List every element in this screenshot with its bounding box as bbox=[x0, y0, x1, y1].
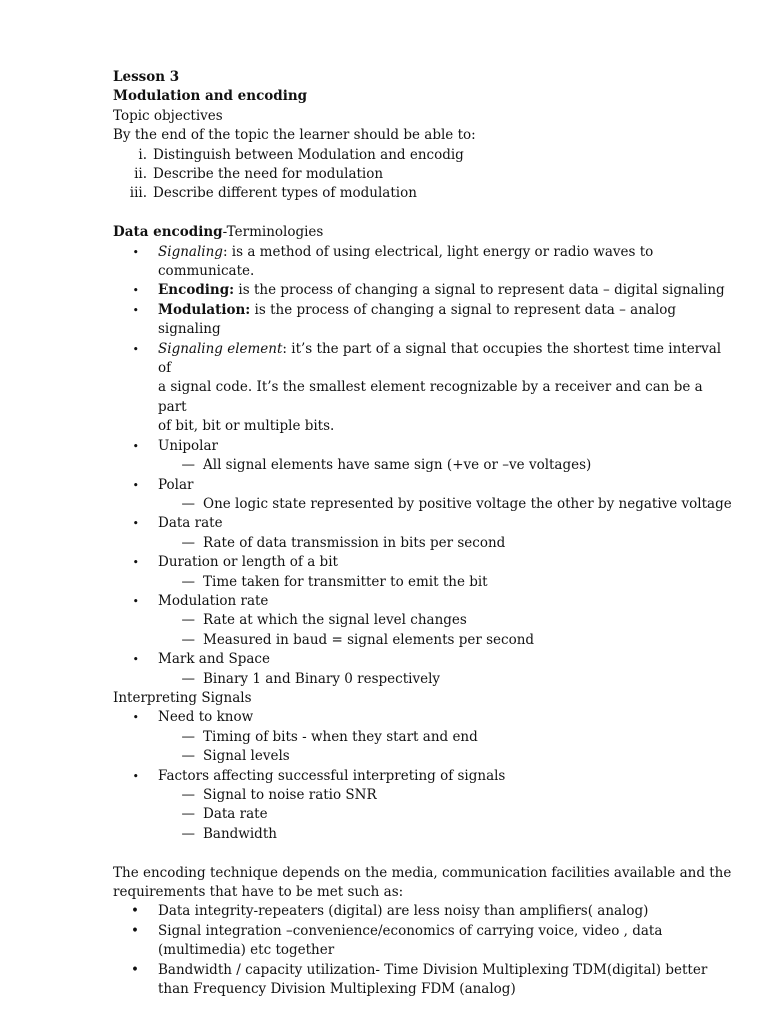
sub-item bbox=[113, 573, 733, 592]
bullet-icon: • bbox=[132, 594, 139, 608]
list-item bbox=[113, 961, 733, 1000]
objective-item bbox=[113, 165, 733, 184]
bullet-icon: • bbox=[132, 653, 139, 667]
sub-item bbox=[113, 805, 733, 824]
objectives-heading: Topic objectives bbox=[113, 107, 223, 124]
term-label: Polar bbox=[158, 476, 194, 493]
section-heading-rest: -Terminologies bbox=[222, 224, 324, 241]
list-item-text: than Frequency Division Multiplexing FDM (analog) bbox=[158, 981, 516, 998]
sub-item bbox=[113, 728, 733, 747]
sub-item bbox=[113, 631, 733, 650]
list-item-text: Signal integration –convenience/economics of carrying voice, video , data bbox=[158, 922, 663, 939]
bullet-icon: • bbox=[132, 517, 139, 531]
bullet-icon: • bbox=[132, 769, 139, 783]
dash-icon: — bbox=[181, 534, 195, 551]
sub-item-text: All signal elements have same sign (+ve or –ve voltages) bbox=[203, 457, 592, 474]
term-label: Encoding: bbox=[158, 282, 235, 299]
list-item bbox=[113, 301, 733, 340]
sub-item bbox=[113, 786, 733, 805]
sub-item-text: Time taken for transmitter to emit the bit bbox=[203, 573, 488, 590]
list-item-label: Need to know bbox=[158, 709, 254, 726]
terminology-list bbox=[113, 243, 733, 689]
sub-item bbox=[113, 670, 733, 689]
bullet-icon: • bbox=[132, 439, 139, 453]
list-item-label: Factors affecting successful interpreting of signals bbox=[158, 767, 506, 784]
term-definition: communicate. bbox=[158, 263, 255, 280]
list-item bbox=[113, 514, 733, 533]
dash-icon: — bbox=[181, 631, 195, 648]
sub-item-text: Signal levels bbox=[203, 748, 290, 765]
bullet-icon: • bbox=[132, 556, 139, 570]
objective-text: Distinguish between Modulation and encodig bbox=[153, 146, 464, 163]
topic-title: Modulation and encoding bbox=[113, 88, 308, 105]
objective-number: ii. bbox=[134, 166, 147, 183]
sub-item bbox=[113, 456, 733, 475]
objective-number: i. bbox=[138, 146, 147, 163]
technique-intro: The encoding technique depends on the media, communication facilities available and the bbox=[113, 864, 732, 881]
sub-item-text: Bandwidth bbox=[203, 825, 277, 842]
term-definition: a signal code. It’s the smallest element recognizable by a receiver and can be a part bbox=[158, 379, 703, 415]
spacer bbox=[113, 844, 733, 863]
bullet-icon: • bbox=[132, 303, 139, 317]
dash-icon: — bbox=[181, 612, 195, 629]
objective-text: Describe different types of modulation bbox=[153, 185, 417, 202]
dash-icon: — bbox=[181, 495, 195, 512]
sub-item bbox=[113, 825, 733, 844]
sub-item-text: Measured in baud = signal elements per second bbox=[203, 631, 535, 648]
bullet-icon: • bbox=[132, 245, 139, 259]
list-item bbox=[113, 281, 733, 300]
term-definition: : is a method of using electrical, light energy or radio waves to bbox=[222, 243, 654, 260]
sub-item-text: Rate of data transmission in bits per second bbox=[203, 534, 506, 551]
objectives-list bbox=[113, 146, 733, 204]
sub-item bbox=[113, 495, 733, 514]
bullet-icon: • bbox=[131, 903, 139, 920]
term-label: Modulation: bbox=[158, 301, 251, 318]
section-heading-bold: Data encoding bbox=[113, 224, 223, 241]
term-definition: of bit, bit or multiple bits. bbox=[158, 418, 335, 435]
dash-icon: — bbox=[181, 573, 195, 590]
sub-item-text: Timing of bits - when they start and end bbox=[203, 728, 478, 745]
list-item-text: Data integrity-repeaters (digital) are less noisy than amplifiers( analog) bbox=[158, 903, 649, 920]
interpreting-list bbox=[113, 708, 733, 844]
list-item bbox=[113, 708, 733, 727]
section-heading bbox=[113, 223, 733, 242]
dash-icon: — bbox=[181, 787, 195, 804]
term-label: Modulation rate bbox=[158, 592, 269, 609]
term-definition: is the process of changing a signal to represent data – analog signaling bbox=[158, 301, 677, 338]
list-item bbox=[113, 340, 733, 437]
dash-icon: — bbox=[181, 457, 195, 474]
term-definition: is the process of changing a signal to represent data – digital signaling bbox=[234, 282, 725, 299]
term-label: Mark and Space bbox=[158, 651, 270, 668]
bullet-icon: • bbox=[132, 478, 139, 492]
dash-icon: — bbox=[181, 748, 195, 765]
bullet-icon: • bbox=[132, 711, 139, 725]
sub-item-text: One logic state represented by positive voltage the other by negative voltage bbox=[203, 495, 732, 512]
bullet-icon: • bbox=[131, 922, 139, 939]
dash-icon: — bbox=[181, 728, 195, 745]
term-definition: : it’s the part of a signal that occupies the shortest time interval of bbox=[158, 340, 722, 377]
sub-item-text: Signal to noise ratio SNR bbox=[203, 787, 377, 804]
objectives-intro: By the end of the topic the learner should be able to: bbox=[113, 127, 476, 144]
technique-list bbox=[113, 902, 733, 999]
list-item-text: (multimedia) etc together bbox=[158, 942, 335, 959]
sub-item-text: Binary 1 and Binary 0 respectively bbox=[203, 670, 441, 687]
list-item bbox=[113, 437, 733, 456]
term-label: Unipolar bbox=[158, 437, 218, 454]
sub-item-text: Rate at which the signal level changes bbox=[203, 612, 467, 629]
sub-item-text: Data rate bbox=[203, 806, 268, 823]
bullet-icon: • bbox=[132, 342, 139, 356]
objective-item bbox=[113, 184, 733, 203]
lesson-title: Lesson 3 bbox=[113, 69, 180, 85]
list-item bbox=[113, 650, 733, 669]
list-item-text: Bandwidth / capacity utilization- Time Division Multiplexing TDM(digital) better bbox=[158, 961, 708, 978]
interpreting-heading: Interpreting Signals bbox=[113, 689, 252, 706]
spacer bbox=[113, 204, 733, 223]
term-label: Duration or length of a bit bbox=[158, 554, 338, 571]
list-item bbox=[113, 476, 733, 495]
objective-text: Describe the need for modulation bbox=[153, 166, 384, 183]
term-label: Signaling element bbox=[158, 340, 283, 357]
list-item bbox=[113, 902, 733, 921]
list-item bbox=[113, 553, 733, 572]
dash-icon: — bbox=[181, 806, 195, 823]
bullet-icon: • bbox=[131, 961, 139, 978]
technique-intro: requirements that have to be met such as: bbox=[113, 884, 404, 901]
sub-item bbox=[113, 611, 733, 630]
objective-item bbox=[113, 146, 733, 165]
sub-item bbox=[113, 534, 733, 553]
dash-icon: — bbox=[181, 670, 195, 687]
term-label: Data rate bbox=[158, 515, 223, 532]
bullet-icon: • bbox=[132, 284, 139, 298]
dash-icon: — bbox=[181, 825, 195, 842]
term-label: Signaling bbox=[158, 243, 223, 260]
objective-number: iii. bbox=[129, 185, 147, 202]
list-item bbox=[113, 922, 733, 961]
document-body bbox=[113, 68, 733, 999]
list-item bbox=[113, 592, 733, 611]
sub-item bbox=[113, 747, 733, 766]
list-item bbox=[113, 243, 733, 282]
list-item bbox=[113, 767, 733, 786]
